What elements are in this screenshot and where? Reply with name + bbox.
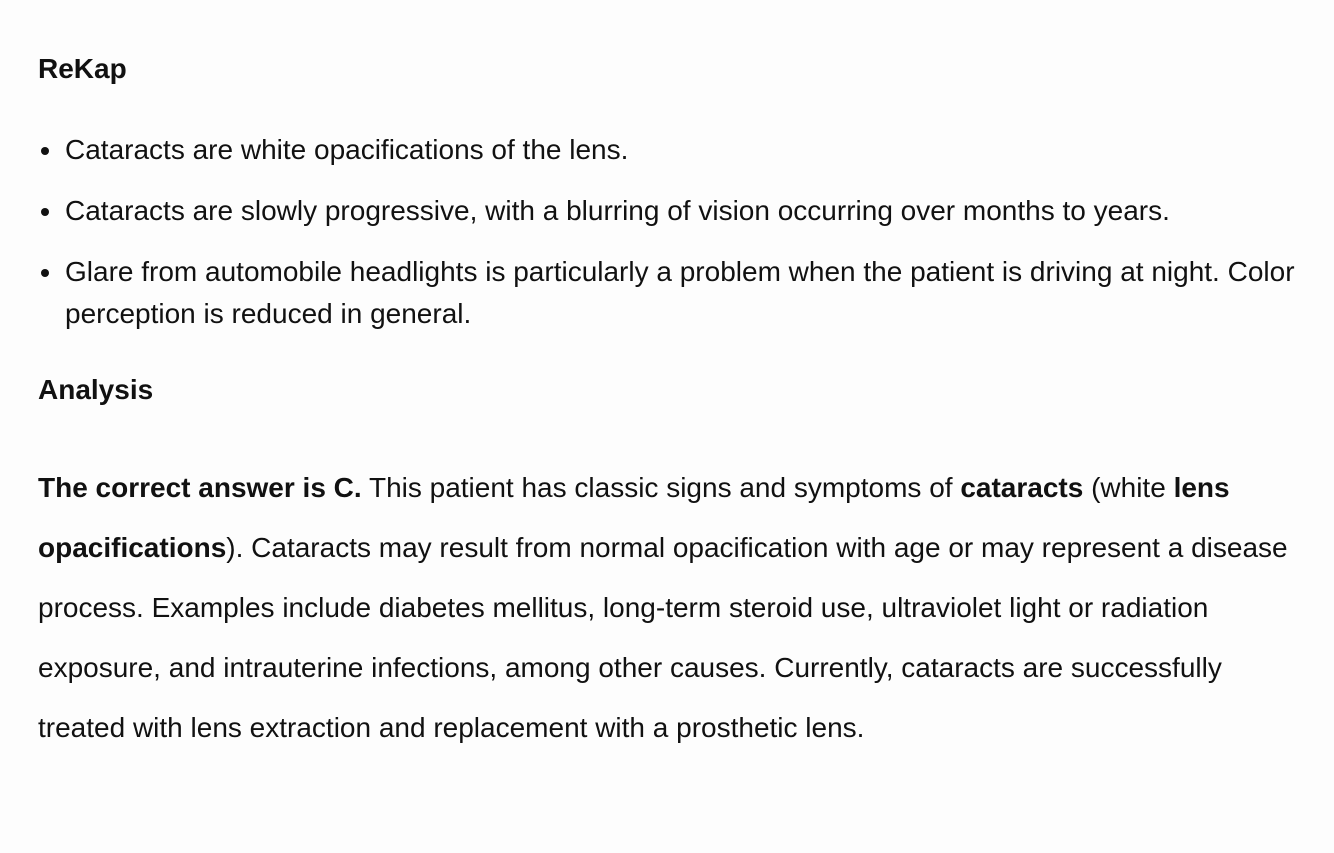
list-item [38,190,1328,232]
analysis-text: ). Cataracts may result from normal opacification with age or may represent a disease process. Examples include diabetes mellitus, long-term steroid use, ultraviolet light or radiation exposure, and intrauterine infections, among other causes. Currently, cataracts are successfully treated with lens extraction and replacement with a prosthetic lens. [38,532,1288,743]
bullet-icon [41,208,49,216]
rekap-bullet-list [38,129,1328,354]
bullet-text: Cataracts are slowly progressive, with a blurring of vision occurring over months to years. [65,195,1170,226]
list-item [38,251,1328,335]
bullet-icon [41,269,49,277]
analysis-heading: Analysis [38,374,154,405]
bullet-text: Cataracts are white opacifications of the lens. [65,134,629,165]
list-item [38,129,1328,171]
emphasis-cataracts: cataracts [960,472,1084,503]
bullet-text: Glare from automobile headlights is particularly a problem when the patient is driving at night. Color perception is reduced in general. [65,256,1295,329]
correct-answer-statement: The correct answer is C. [38,472,362,503]
analysis-paragraph [38,458,1288,758]
analysis-text: (white [1083,472,1174,503]
analysis-text: This patient has classic signs and symptoms of [361,472,961,503]
rekap-heading: ReKap [38,53,127,84]
bullet-icon [41,147,49,155]
emphasis-lens-opacifications: lens opacifications [38,472,1230,563]
